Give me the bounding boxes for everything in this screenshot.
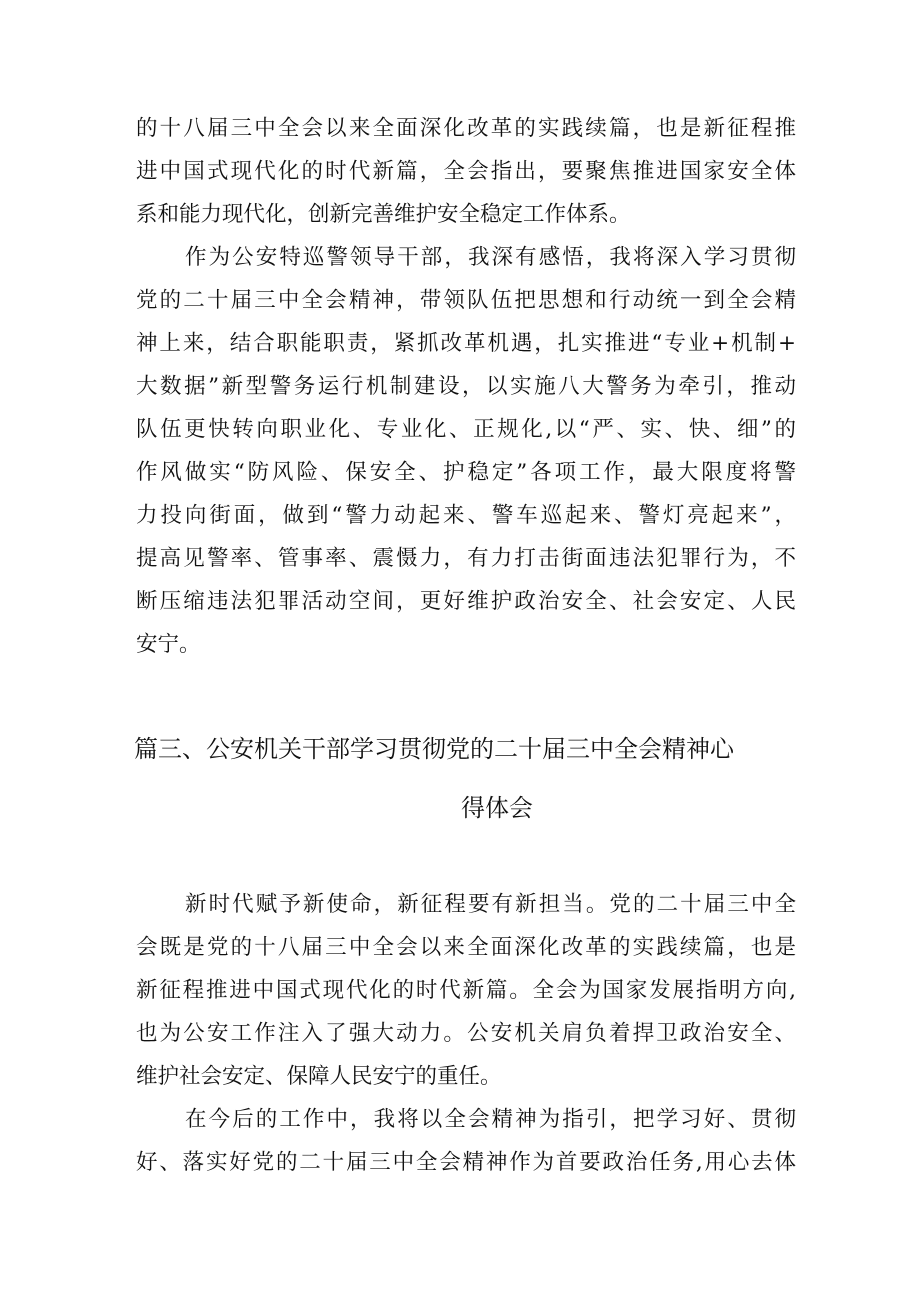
text-line: 作风做实“防风险、保安全、护稳定”各项工作，最大限度将警: [136, 460, 796, 485]
text-line: 力投向街面，做到“警力动起来、警车巡起来、警灯亮起来”，: [136, 503, 796, 528]
section-heading: 篇三、公安机关干部学习贯彻党的二十届三中全会精神心: [134, 735, 734, 763]
text-line: 在今后的工作中，我将以全会精神为指引，把学习好、贯彻: [185, 1107, 796, 1132]
text-line: 党的二十届三中全会精神，带领队伍把思想和行动统一到全会精: [136, 288, 796, 313]
text-line: 的十八届三中全会以来全面深化改革的实践续篇，也是新征程推: [136, 116, 796, 141]
text-line: 进中国式现代化的时代新篇，全会指出，要聚焦推进国家安全体: [136, 159, 796, 184]
text-line: 大数据”新型警务运行机制建设，以实施八大警务为牵引，推动: [136, 374, 796, 399]
text-line: 也为公安工作注入了强大动力。公安机关肩负着捍卫政治安全、: [136, 1021, 796, 1046]
text-line: 断压缩违法犯罪活动空间，更好维护政治安全、社会安定、人民: [136, 589, 796, 614]
text-line: 神上来，结合职能职责，紧抓改革机遇，扎实推进“专业+机制+: [136, 331, 796, 356]
text-line: 新征程推进中国式现代化的时代新篇。全会为国家发展指明方向,: [136, 978, 796, 1003]
text-line: 队伍更快转向职业化、专业化、正规化,以“严、实、快、细”的: [136, 417, 796, 442]
text-line: 作为公安特巡警领导干部，我深有感悟，我将深入学习贯彻: [185, 245, 796, 270]
text-line: 好、落实好党的二十届三中全会精神作为首要政治任务,用心去体: [136, 1150, 796, 1175]
text-line: 新时代赋予新使命，新征程要有新担当。党的二十届三中全: [185, 892, 796, 917]
text-line: 系和能力现代化，创新完善维护安全稳定工作体系。: [136, 202, 631, 227]
text-line: 会既是党的十八届三中全会以来全面深化改革的实践续篇，也是: [136, 935, 796, 960]
text-line: 安宁。: [136, 632, 201, 657]
text-line: 维护社会安定、保障人民安宁的重任。: [136, 1064, 502, 1089]
text-line: 提高见警率、管事率、震慑力，有力打击街面违法犯罪行为，不: [136, 546, 796, 571]
section-heading-continued: 得体会: [461, 794, 533, 822]
